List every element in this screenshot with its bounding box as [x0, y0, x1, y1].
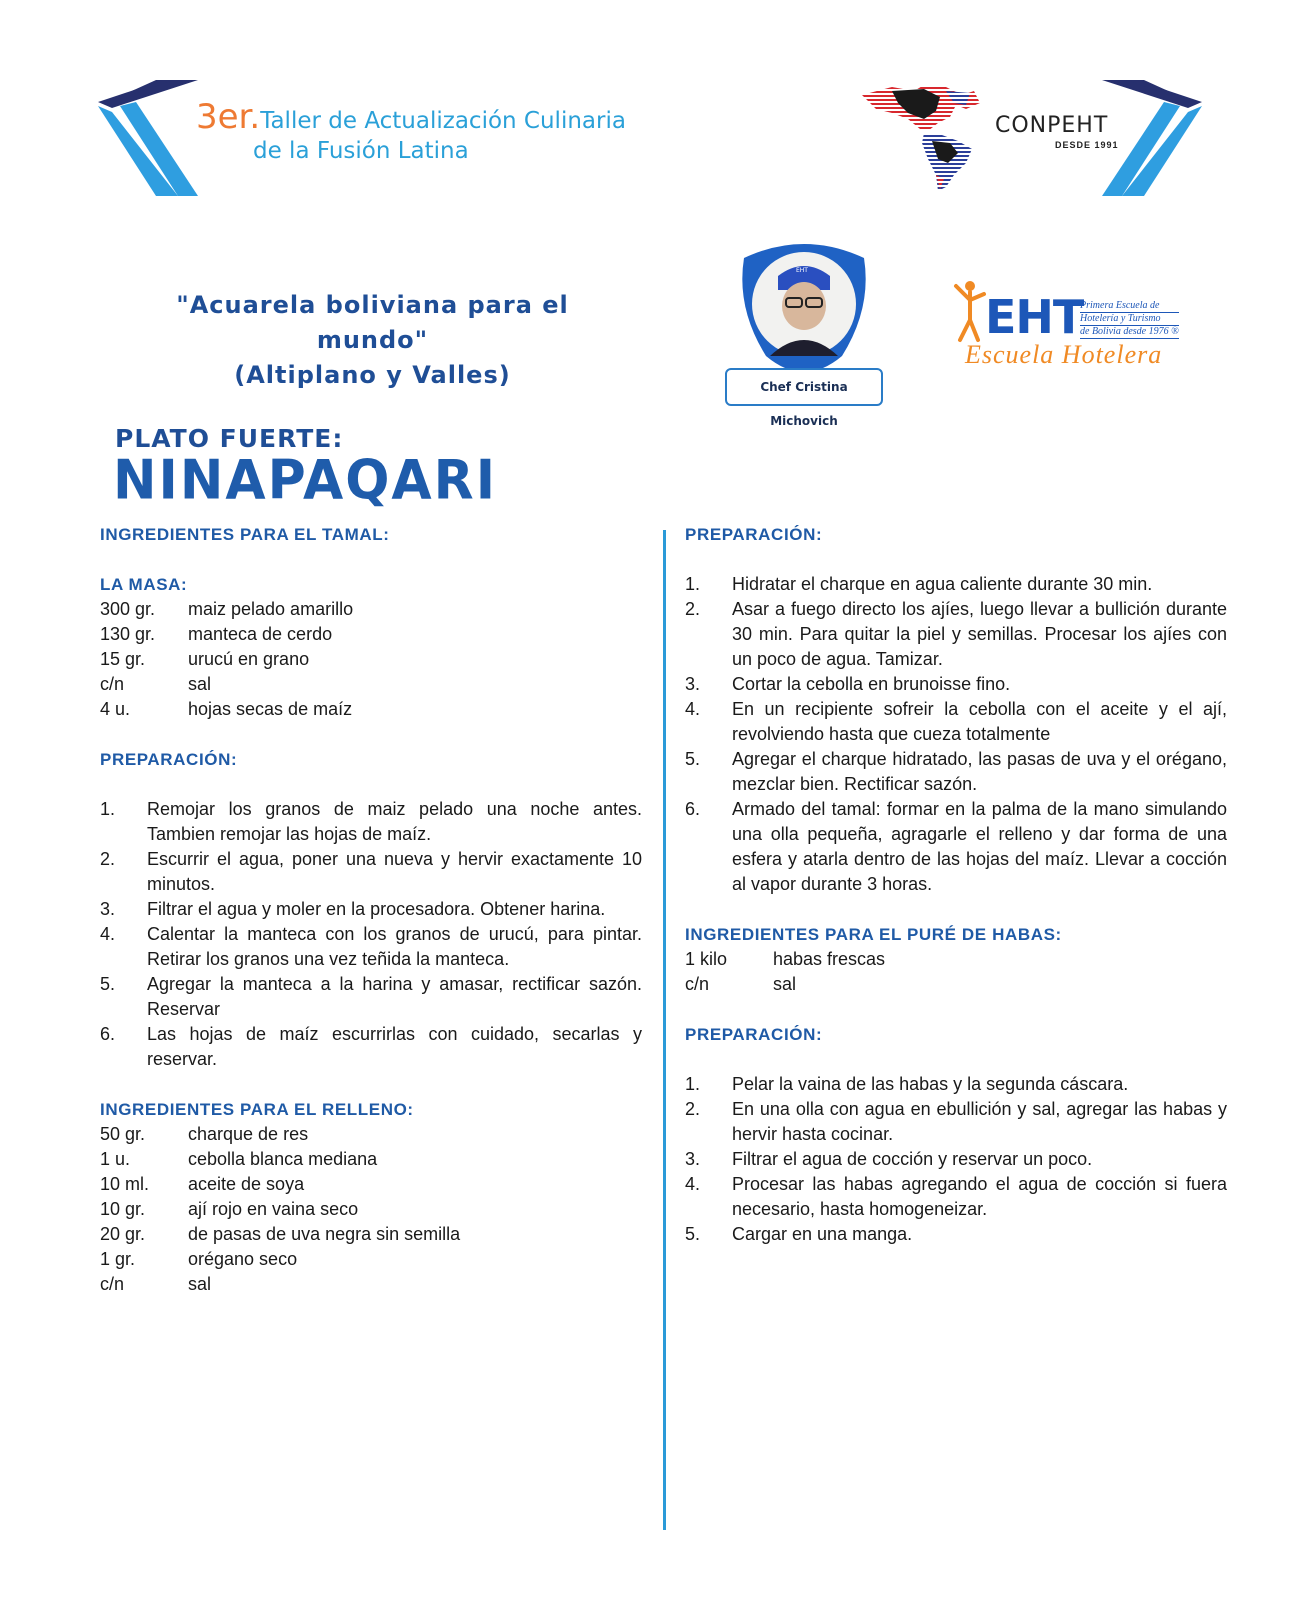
ingredient-name: ají rojo en vaina seco [188, 1199, 359, 1219]
ingredient-name: orégano seco [188, 1249, 298, 1269]
ingredient-name: charque de res [188, 1124, 309, 1144]
ingredient-row [100, 697, 642, 722]
ingredient-row [100, 1272, 642, 1297]
masa-ingredient-list [100, 597, 642, 722]
ingredient-name: habas frescas [773, 949, 886, 969]
ingredient-row [100, 1197, 642, 1222]
conpeht-since-text: DESDE 1991 [1055, 140, 1119, 150]
ingredient-row [100, 1222, 642, 1247]
pure-preparation-steps [685, 1072, 1227, 1247]
step-item [100, 897, 642, 922]
left-chevron-decoration [98, 80, 200, 196]
ingredient-name: cebolla blanca mediana [188, 1149, 378, 1169]
pure-ingredient-list [685, 947, 1227, 997]
ingredient-quantity: 20 gr. [100, 1224, 146, 1244]
step-text: Calentar la manteca con los granos de urucú, para pintar. Retirar los granos una vez teñida la manteca. [147, 924, 642, 969]
masa-preparation-heading: PREPARACIÓN: [100, 750, 238, 769]
step-text: Asar a fuego directo los ajíes, luego llevar a bullición durante 30 min. Para quitar la piel y semillas. Procesar los ajíes con un poco de agua. Tamizar. [732, 599, 1227, 669]
pure-ingredients-heading: INGREDIENTES PARA EL PURÉ DE HABAS: [685, 925, 1062, 944]
step-text: Cargar en una manga. [732, 1224, 913, 1244]
ingredient-quantity: 50 gr. [100, 1124, 146, 1144]
ingredient-name: hojas secas de maíz [188, 699, 353, 719]
eht-tagline [1080, 300, 1179, 339]
menu-subtitle [120, 288, 625, 393]
step-number: 2. [685, 1099, 701, 1119]
step-number: 5. [100, 974, 116, 994]
ingredient-name: manteca de cerdo [188, 624, 333, 644]
step-item [100, 1022, 642, 1072]
subtitle-line2: (Altiplano y Valles) [234, 361, 511, 389]
conpeht-logo-text: CONPEHT [995, 113, 1109, 138]
step-item [685, 1097, 1227, 1147]
eht-school-name: Escuela Hotelera [965, 340, 1163, 369]
step-item [685, 797, 1227, 897]
ingredient-quantity: c/n [100, 674, 125, 694]
step-item [100, 972, 642, 1022]
step-number: 2. [100, 849, 116, 869]
ingredient-row [100, 1172, 642, 1197]
step-text: Agregar la manteca a la harina y amasar, rectificar sazón. Reservar [147, 974, 642, 1019]
dish-title: NINAPAQARI [113, 449, 498, 512]
relleno-ingredients-heading: INGREDIENTES PARA EL RELLENO: [100, 1100, 414, 1119]
left-column [100, 522, 642, 1297]
masa-preparation-steps [100, 797, 642, 1072]
step-number: 1. [100, 799, 116, 819]
step-text: Procesar las habas agregando el agua de cocción si fuera necesario, hasta homogeneizar. [732, 1174, 1227, 1219]
step-text: Filtrar el agua de cocción y reservar un poco. [732, 1149, 1093, 1169]
step-item [685, 1147, 1227, 1172]
right-column [685, 522, 1227, 1247]
step-text: Filtrar el agua y moler en la procesadora. Obtener harina. [147, 899, 606, 919]
eht-tagline-1: Primera Escuela de [1080, 300, 1179, 313]
pure-preparation-heading: PREPARACIÓN: [685, 1025, 823, 1044]
subtitle-line1: "Acuarela boliviana para el mundo" [176, 291, 569, 354]
step-number: 4. [100, 924, 116, 944]
step-text: Pelar la vaina de las habas y la segunda cáscara. [732, 1074, 1129, 1094]
course-label: PLATO FUERTE: [115, 424, 344, 453]
eht-tagline-3: de Bolivia desde 1976 ® [1080, 326, 1179, 337]
ingredient-name: maiz pelado amarillo [188, 599, 354, 619]
event-ordinal: 3er. [196, 97, 261, 137]
step-text: Remojar los granos de maiz pelado una noche antes. Tambien remojar las hojas de maíz. [147, 799, 642, 844]
eht-logo-letters: EHT [985, 290, 1084, 344]
step-text: Cortar la cebolla en brunoisse fino. [732, 674, 1011, 694]
right-chevron-decoration [1100, 80, 1202, 196]
step-number: 3. [100, 899, 116, 919]
ingredient-row [100, 672, 642, 697]
step-item [685, 672, 1227, 697]
step-item [685, 1172, 1227, 1222]
event-title [196, 97, 626, 166]
step-number: 6. [685, 799, 701, 819]
step-number: 1. [685, 574, 701, 594]
ingredient-row [100, 647, 642, 672]
ingredient-name: sal [773, 974, 797, 994]
chef-name-label: Chef Cristina Michovich [725, 368, 883, 406]
eht-tagline-2: Hotelería y Turismo [1080, 313, 1179, 326]
ingredient-name: aceite de soya [188, 1174, 305, 1194]
step-item [685, 572, 1227, 597]
ingredient-name: sal [188, 1274, 212, 1294]
step-number: 2. [685, 599, 701, 619]
step-item [685, 747, 1227, 797]
ingredient-quantity: 1 u. [100, 1149, 131, 1169]
step-text: Hidratar el charque en agua caliente durante 30 min. [732, 574, 1153, 594]
ingredient-quantity: c/n [100, 1274, 125, 1294]
step-item [100, 797, 642, 847]
event-title-line1: Taller de Actualización Culinaria [260, 108, 626, 134]
ingredient-name: de pasas de uva negra sin semilla [188, 1224, 461, 1244]
step-number: 3. [685, 674, 701, 694]
ingredient-quantity: 1 gr. [100, 1249, 136, 1269]
eht-chef-figure-logo [950, 278, 990, 344]
ingredient-row [100, 1247, 642, 1272]
ingredient-row [100, 1122, 642, 1147]
americas-map-logo [862, 83, 1002, 193]
ingredient-quantity: 130 gr. [100, 624, 156, 644]
ingredient-row [685, 947, 1227, 972]
event-title-line2: de la Fusión Latina [253, 138, 469, 164]
step-item [685, 597, 1227, 672]
tamal-ingredients-heading: INGREDIENTES PARA EL TAMAL: [100, 525, 390, 544]
step-number: 6. [100, 1024, 116, 1044]
column-divider [663, 530, 666, 1530]
step-number: 5. [685, 1224, 701, 1244]
ingredient-row [100, 597, 642, 622]
step-text: Las hojas de maíz escurrirlas con cuidado, secarlas y reservar. [147, 1024, 642, 1069]
ingredient-quantity: 1 kilo [685, 949, 728, 969]
step-text: Agregar el charque hidratado, las pasas de uva y el orégano, mezclar bien. Rectificar sazón. [732, 749, 1227, 794]
step-item [100, 922, 642, 972]
step-number: 3. [685, 1149, 701, 1169]
step-number: 5. [685, 749, 701, 769]
ingredient-quantity: 10 gr. [100, 1199, 146, 1219]
masa-heading: LA MASA: [100, 575, 188, 594]
ingredient-quantity: 300 gr. [100, 599, 156, 619]
chef-hat-text: EHT [796, 267, 808, 274]
step-item [100, 847, 642, 897]
step-number: 1. [685, 1074, 701, 1094]
ingredient-quantity: 4 u. [100, 699, 131, 719]
ingredient-quantity: c/n [685, 974, 710, 994]
step-text: Escurrir el agua, poner una nueva y hervir exactamente 10 minutos. [147, 849, 642, 894]
step-item [685, 1072, 1227, 1097]
ingredient-quantity: 15 gr. [100, 649, 146, 669]
step-item [685, 1222, 1227, 1247]
relleno-preparation-steps [685, 572, 1227, 897]
step-text: Armado del tamal: formar en la palma de la mano simulando una olla pequeña, agragarle el relleno y dar forma de una esfera y atarla dentro de las hojas del maíz. Llevar a cocción al vapor durante 3 horas. [732, 799, 1227, 894]
relleno-preparation-heading: PREPARACIÓN: [685, 525, 823, 544]
step-text: En una olla con agua en ebullición y sal, agregar las habas y hervir hasta cocinar. [732, 1099, 1227, 1144]
step-number: 4. [685, 699, 701, 719]
ingredient-row [100, 1147, 642, 1172]
step-text: En un recipiente sofreir la cebolla con el aceite y el ají, revolviendo hasta que cueza totalmente [732, 699, 1227, 744]
step-item [685, 697, 1227, 747]
relleno-ingredient-list [100, 1122, 642, 1297]
ingredient-name: sal [188, 674, 212, 694]
ingredient-quantity: 10 ml. [100, 1174, 150, 1194]
ingredient-row [685, 972, 1227, 997]
step-number: 4. [685, 1174, 701, 1194]
ingredient-row [100, 622, 642, 647]
ingredient-name: urucú en grano [188, 649, 310, 669]
